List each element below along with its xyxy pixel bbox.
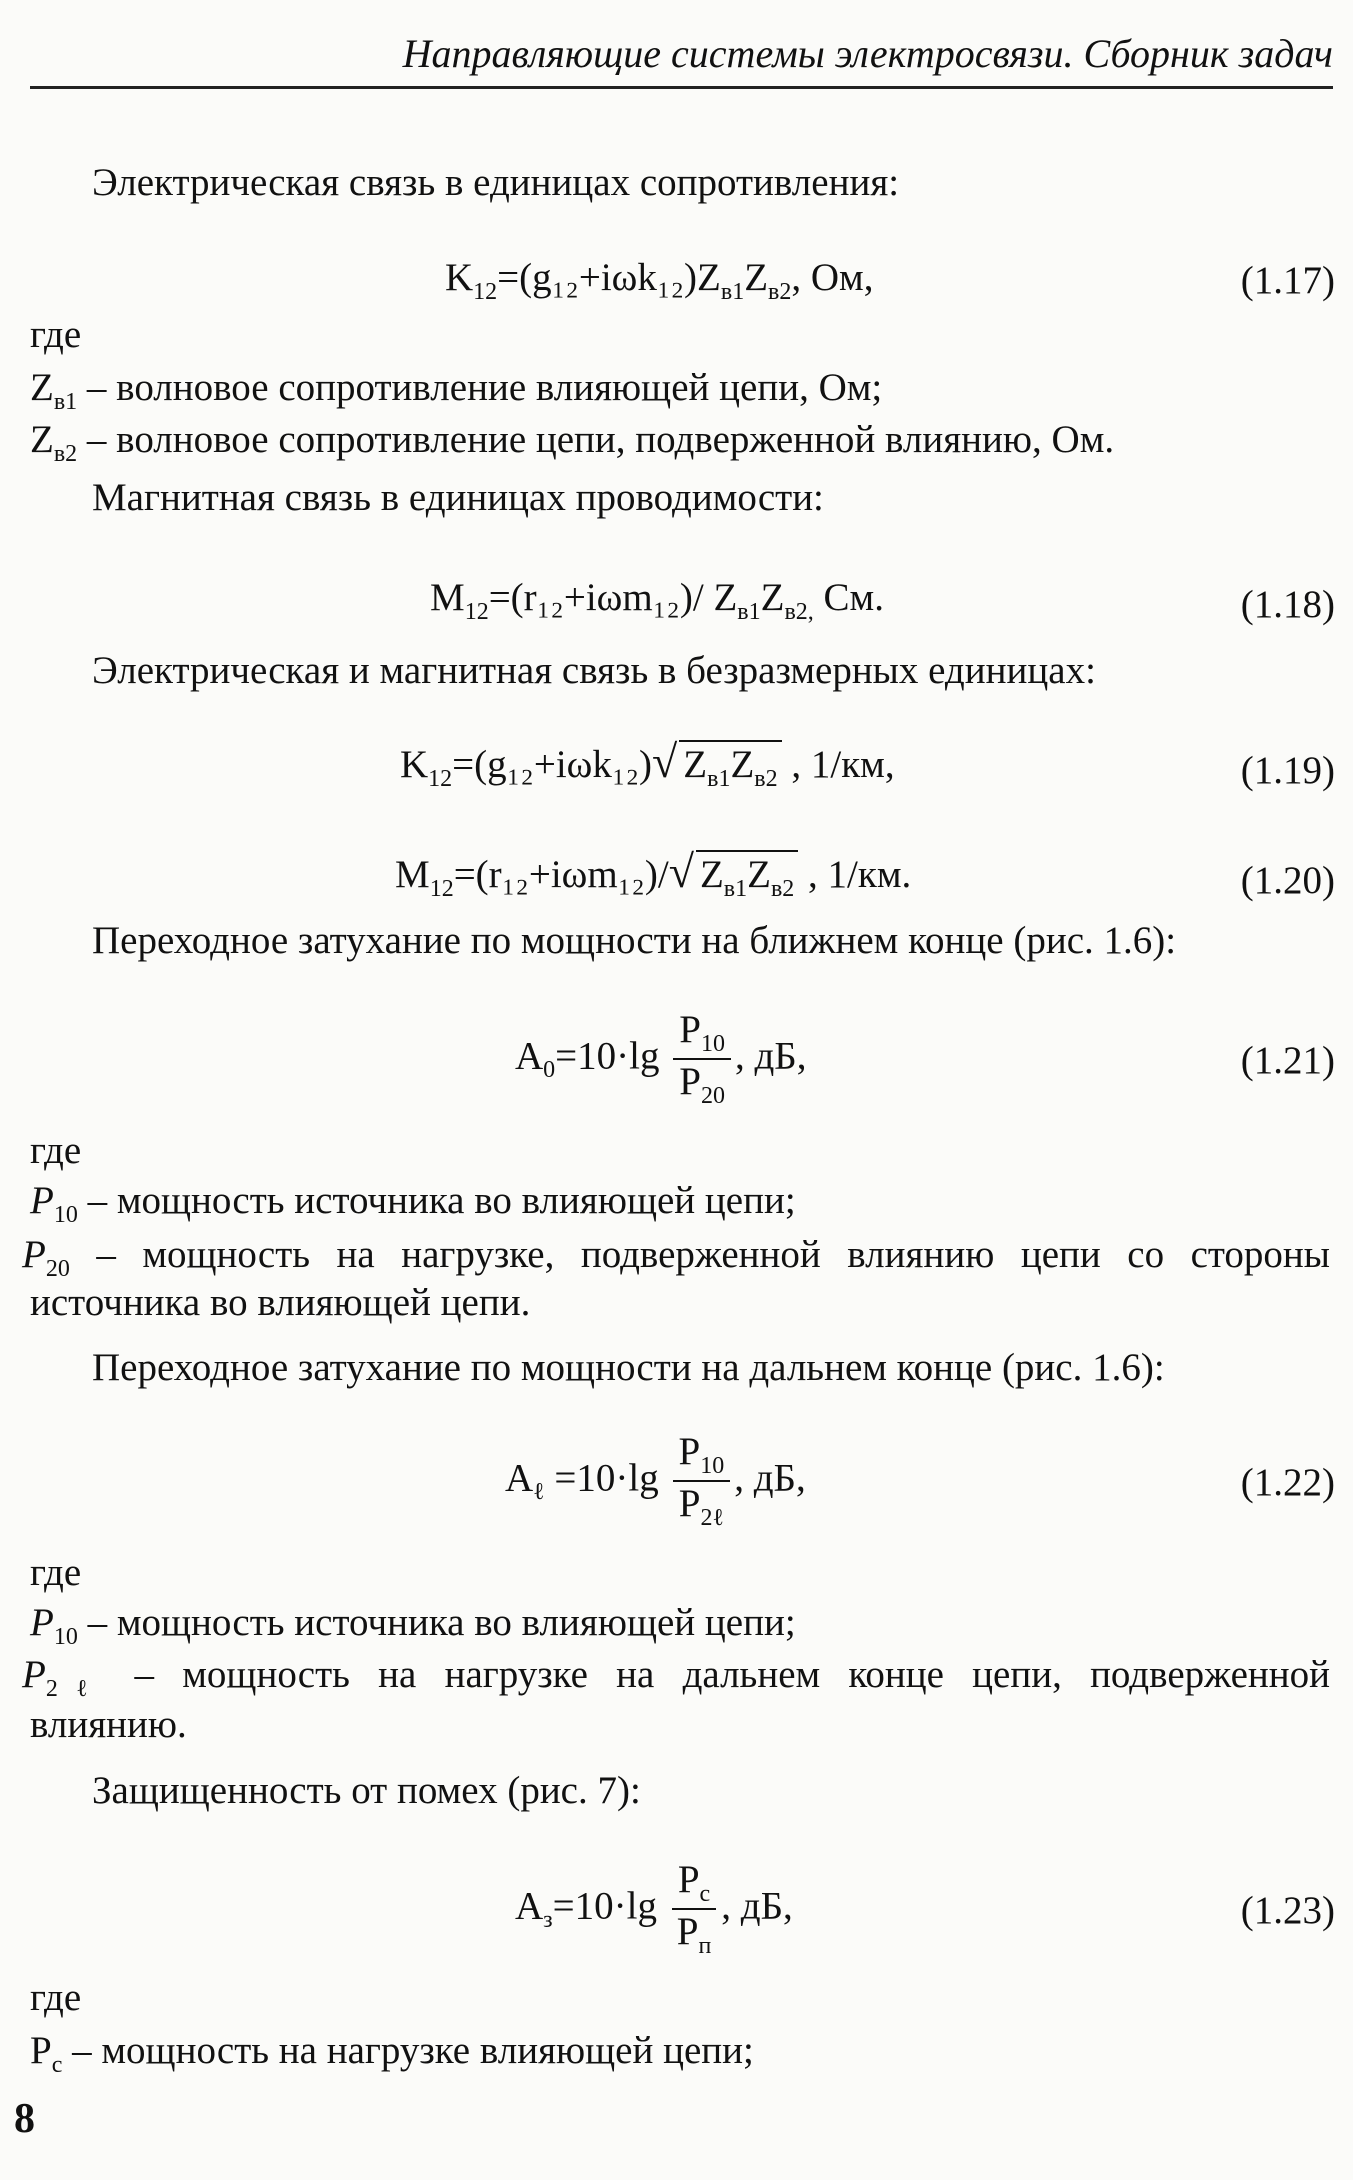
definition-line: $Z_{в2}$ – волновое сопротивление цепи, подверженной влиянию, Ом. <box>30 418 1115 467</box>
page-number: 8 <box>14 2096 35 2142</box>
header-rule <box>30 86 1333 89</box>
definition-line: $P_{20}$ – мощность на нагрузке, подверженной влиянию цепи со стороны <box>22 1233 1330 1282</box>
where-label: где <box>30 1976 82 2019</box>
definition-line: $Z_{в1}$ – волновое сопротивление влияющей цепи, Ом; <box>30 366 883 415</box>
definition-line: $P_{10}$ – мощность источника во влияющей цепи; <box>30 1179 796 1228</box>
formula-1-22: $A_\ell =10\cdot\lg$ $\frac{P_{10}}{P_{2\ell}}$ , дБ, <box>505 1430 806 1532</box>
paragraph: Переходное затухание по мощности на дальнем конце (рис. 1.6): <box>92 1346 1165 1389</box>
formula-1-18: $M_{12}=(r_{12}+i\omega m_{12})/$ $Z_{в1}Z_{в2,}$ См. <box>430 576 884 625</box>
equation-number: (1.21) <box>1240 1039 1335 1082</box>
paragraph: Магнитная связь в единицах проводимости: <box>92 476 824 519</box>
definition-line: $P_{2\ell}$ – мощность на нагрузке на дальнем конце цепи, подверженной <box>22 1653 1331 1702</box>
equation-number: (1.22) <box>1240 1461 1335 1504</box>
formula-1-20: $M_{12}=(r_{12}+i\omega m_{12})/√$ $Z_{в1}Z_{в2}$ , 1/км. <box>395 846 912 902</box>
formula-1-19: $K_{12}=(g_{12}+i\omega k_{12})√$ $Z_{в1}Z_{в2}$ , 1/км, <box>400 736 895 792</box>
equation-number: (1.19) <box>1240 749 1335 792</box>
definition-line: $P_{10}$ – мощность источника во влияющей цепи; <box>30 1601 796 1650</box>
definition-continuation: источника во влияющей цепи. <box>30 1281 531 1324</box>
where-label: где <box>30 313 82 356</box>
paragraph: Электрическая и магнитная связь в безразмерных единицах: <box>92 649 1096 692</box>
formula-1-17: $K_{12}=(g_{12}+i\omega k_{12})Z_{в1}Z_{в2}$, Ом, <box>445 256 874 305</box>
where-label: где <box>30 1129 82 1172</box>
paragraph: Переходное затухание по мощности на ближнем конце (рис. 1.6): <box>92 919 1177 962</box>
running-header: Направляющие системы электросвязи. Сборник задач <box>402 31 1333 76</box>
paragraph: Электрическая связь в единицах сопротивления: <box>92 161 900 204</box>
where-label: где <box>30 1551 82 1594</box>
formula-1-21: $A_0=10\cdot\lg$ $\frac{P_{10}}{P_{20}}$ , дБ, <box>515 1008 807 1110</box>
formula-1-23: $A_з=10\cdot\lg$ $\frac{P_c}{P_п}$ , дБ, <box>515 1858 793 1960</box>
definition-line: $P_c$ – мощность на нагрузке влияющей цепи; <box>30 2029 754 2078</box>
paragraph: Защищенность от помех (рис. 7): <box>92 1769 641 1812</box>
definition-continuation: влиянию. <box>30 1703 187 1746</box>
equation-number: (1.18) <box>1240 583 1335 626</box>
equation-number: (1.23) <box>1240 1889 1335 1932</box>
equation-number: (1.17) <box>1240 259 1335 302</box>
equation-number: (1.20) <box>1240 859 1335 902</box>
